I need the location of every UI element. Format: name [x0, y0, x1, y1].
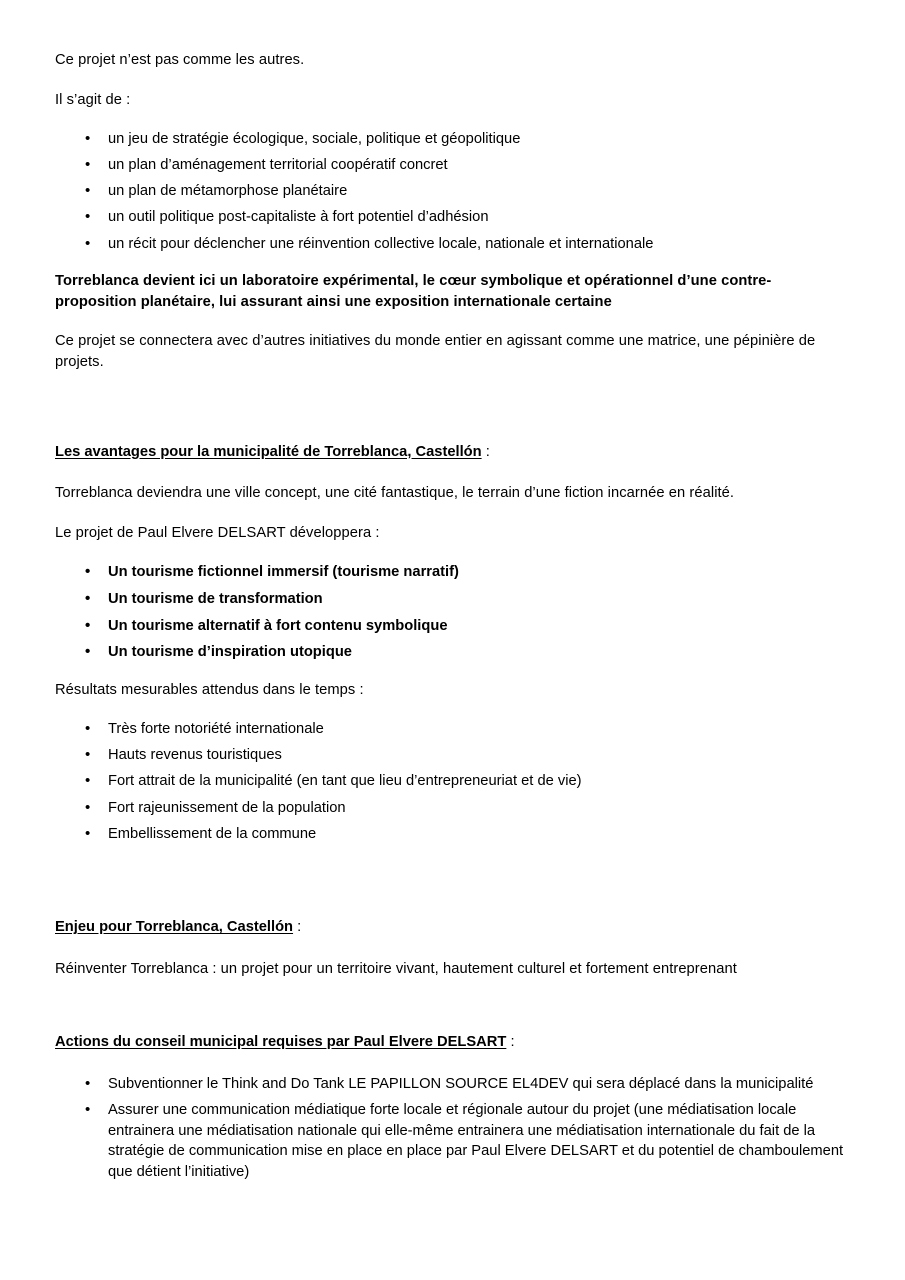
bullet-icon: • — [85, 746, 91, 764]
stake-heading — [55, 917, 849, 938]
stake-heading-text: Enjeu pour Torreblanca, Castellón — [55, 919, 294, 936]
list-item-label: Un tourisme d’inspiration utopique — [108, 644, 352, 661]
list-item — [55, 181, 849, 202]
list-item-label: un outil politique post-capitaliste à fort potentiel d’adhésion — [108, 209, 489, 226]
document-body — [55, 50, 849, 1183]
list-item — [55, 129, 849, 150]
list-item-label: Un tourisme alternatif à fort contenu symbolique — [108, 617, 448, 634]
bullet-icon: • — [85, 563, 91, 581]
section-spacer — [55, 392, 849, 442]
bullet-icon: • — [85, 772, 91, 790]
list-item — [55, 771, 849, 792]
results-intro: Résultats mesurables attendus dans le temps : — [55, 681, 364, 698]
list-item-label: Subventionner le Think and Do Tank LE PAPILLON SOURCE EL4DEV qui sera déplacé dans la municipalité — [108, 1076, 814, 1093]
actions-heading-colon: : — [506, 1034, 515, 1051]
intro-paragraph-1: Ce projet n’est pas comme les autres. — [55, 52, 305, 68]
bullet-icon: • — [85, 1101, 91, 1119]
bullet-icon: • — [85, 798, 91, 816]
section-spacer — [55, 861, 849, 917]
list-item — [55, 155, 849, 176]
tourism-list — [55, 562, 849, 662]
bullet-icon: • — [85, 616, 91, 634]
list-item — [55, 1100, 849, 1182]
actions-heading — [55, 1032, 849, 1053]
bullet-icon: • — [85, 156, 91, 174]
list-item-label: Embellissement de la commune — [108, 825, 317, 842]
list-item-label: Fort rajeunissement de la population — [108, 799, 346, 816]
list-item — [55, 234, 849, 255]
bullet-icon: • — [85, 643, 91, 661]
list-item — [55, 616, 849, 637]
list-item-label: Très forte notoriété internationale — [108, 721, 324, 738]
list-item — [55, 562, 849, 583]
list-item-label: Assurer une communication médiatique forte locale et régionale autour du projet (une médiatisation locale entrainera une médiatisation nationale qui elle-même entrainera une médiatisation internationale du fait de la stratégie de communication mise en place en place par Paul Elvere DELSART et du potentiel de chamboulement que détient l’initiative) — [108, 1102, 844, 1180]
list-item — [55, 824, 849, 845]
list-item-label: un jeu de stratégie écologique, sociale, politique et géopolitique — [108, 131, 521, 148]
advantages-intro-2: Le projet de Paul Elvere DELSART développera : — [55, 524, 380, 541]
list-item-label: un récit pour déclencher une réinvention collective locale, nationale et internationale — [108, 235, 654, 252]
list-item — [55, 1074, 849, 1095]
list-item — [55, 207, 849, 228]
list-item — [55, 798, 849, 819]
bullet-icon: • — [85, 589, 91, 607]
nature-list — [55, 129, 849, 254]
results-list — [55, 719, 849, 844]
bullet-icon: • — [85, 1075, 91, 1093]
list-item — [55, 589, 849, 610]
list-item — [55, 642, 849, 663]
list-item-label: Un tourisme de transformation — [108, 590, 323, 607]
laboratory-statement: Torreblanca devient ici un laboratoire expérimental, le cœur symbolique et opérationnel d’une contre-proposition planétaire, lui assurant ainsi une exposition internationale certaine — [55, 273, 772, 310]
list-item-label: un plan d’aménagement territorial coopératif concret — [108, 157, 448, 174]
advantages-heading — [55, 442, 849, 463]
advantages-heading-colon: : — [481, 443, 490, 460]
matrix-statement: Ce projet se connectera avec d’autres initiatives du monde entier en agissant comme une matrice, une pépinière de projets. — [55, 333, 816, 370]
bullet-icon: • — [85, 720, 91, 738]
bullet-icon: • — [85, 182, 91, 200]
bullet-icon: • — [85, 824, 91, 842]
section-spacer — [55, 998, 849, 1032]
stake-body: Réinventer Torreblanca : un projet pour un territoire vivant, hautement culturel et fortement entreprenant — [55, 960, 737, 977]
bullet-icon: • — [85, 130, 91, 148]
list-item-label: Fort attrait de la municipalité (en tant que lieu d’entrepreneuriat et de vie) — [108, 773, 582, 790]
bullet-icon: • — [85, 208, 91, 226]
advantages-heading-text: Les avantages pour la municipalité de Torreblanca, Castellón — [55, 443, 482, 460]
bullet-icon: • — [85, 234, 91, 252]
advantages-intro-1: Torreblanca deviendra une ville concept, une cité fantastique, le terrain d’une fiction incarnée en réalité. — [55, 485, 735, 502]
intro-paragraph-2: Il s’agit de : — [55, 91, 131, 108]
list-item-label: Hauts revenus touristiques — [108, 747, 282, 764]
stake-heading-colon: : — [293, 919, 302, 936]
list-item-label: un plan de métamorphose planétaire — [108, 183, 348, 200]
list-item — [55, 719, 849, 740]
list-item-label: Un tourisme fictionnel immersif (tourisme narratif) — [108, 564, 459, 581]
list-item — [55, 745, 849, 766]
actions-list — [55, 1074, 849, 1182]
actions-heading-text: Actions du conseil municipal requises par Paul Elvere DELSART — [55, 1034, 507, 1051]
